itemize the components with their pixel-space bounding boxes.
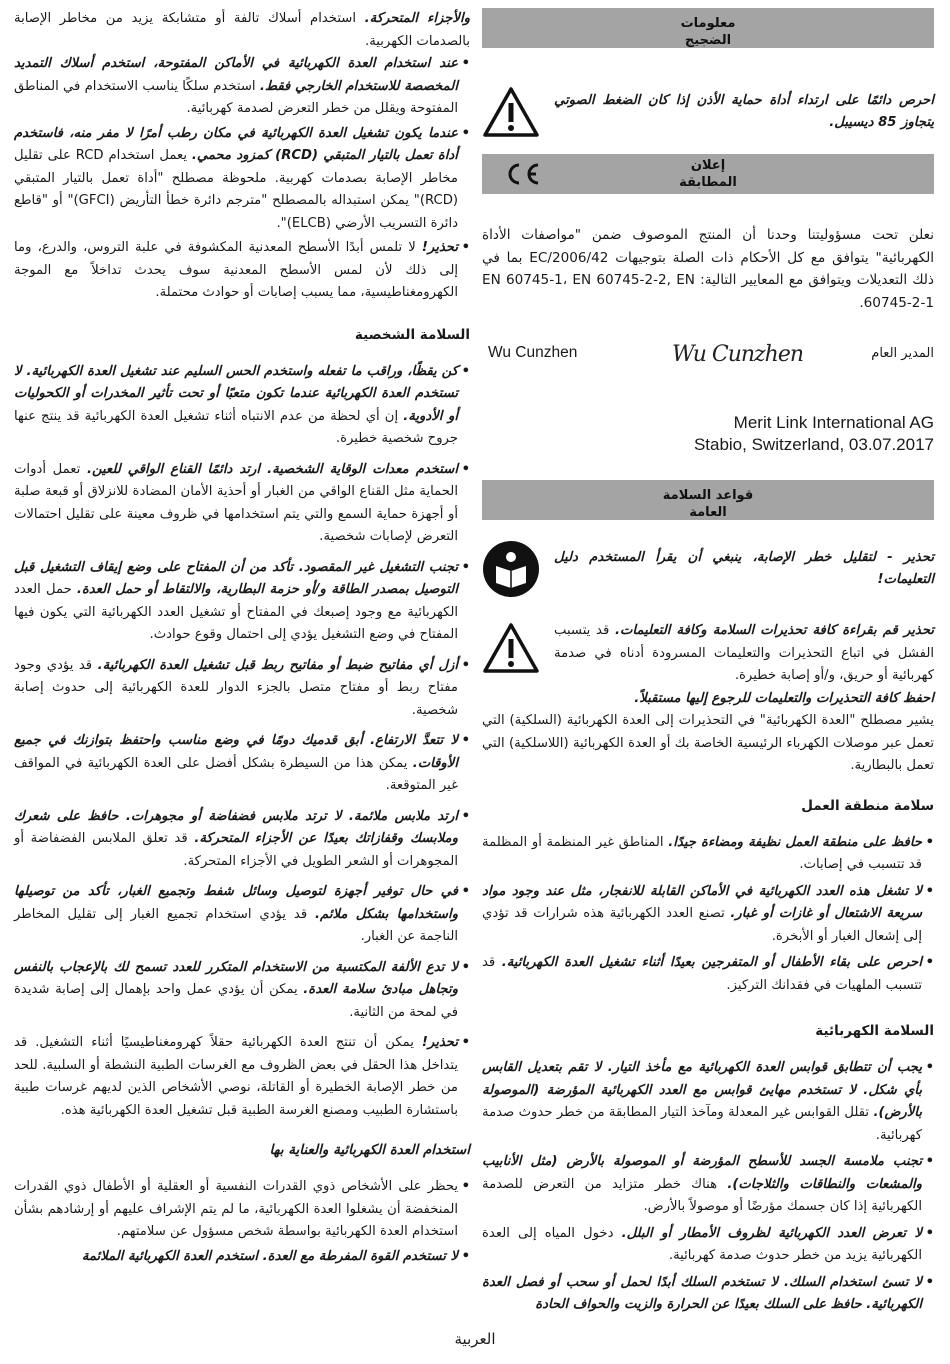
bullet-bold: احرص على بقاء الأطفال أو المتفرجين بعيدًا أثناء تشغيل العدة الكهربائية. bbox=[501, 955, 922, 970]
term-definition: يشير مصطلح "العدة الكهربائية" في التحذيرات إلى العدة الكهربائية (السلكية) التي تعمل عبر موصلات الكهرباء الرئيسية الخاصة بك أو العدة الكهربائية (اللاسلكية) التي تعمل بالبطارية. bbox=[482, 713, 934, 773]
tool-use-list bbox=[14, 1176, 470, 1268]
bullet-item bbox=[14, 1246, 470, 1269]
bullet-text: إن أي لحظة من عدم الانتباه أثناء تشغيل العدة الكهربائية قد ينتج عنها جروح شخصية خطيرة. bbox=[14, 408, 458, 446]
signer-name: Wu Cunzhen bbox=[488, 344, 578, 361]
bullet-item bbox=[14, 361, 470, 451]
read-warning-row bbox=[482, 620, 934, 688]
continued-paragraph bbox=[14, 8, 470, 53]
safety-rules-header-line: العامة bbox=[689, 505, 727, 520]
bullet-text: دخول المياه إلى العدة الكهربائية يزيد من خطر حدوث صدمة كهربائية. bbox=[482, 1225, 922, 1263]
bullet-bold: تجنب التشغيل غير المقصود. تأكد من أن المفتاح على وضع إيقاف التشغيل قبل التوصيل بمصدر الطاقة و/أو حزمة البطارية، والالتقاط أو حمل العدة. bbox=[14, 559, 458, 597]
tool-use-title: استخدام العدة الكهربائية والعناية بها bbox=[269, 1142, 470, 1158]
bullet-text: يحظر على الأشخاص ذوي القدرات النفسية أو العقلية أو الأطفال ذوي القدرات المنخفضة أن يشغلوا العدة الكهربائية، ما لم يتم الإشراف عليهم أو إرشادهم بشأن استخدام العدة الكهربائية بواسطة شخص مسؤول عن سلامتهم. bbox=[14, 1179, 458, 1239]
continued-text: استخدام أسلاك تالفة أو متشابكة يزيد من مخاطر الإصابة بالصدمات الكهربية. bbox=[14, 11, 470, 49]
bullet-bold: ارتد ملابس ملائمة. لا ترتد ملابس فضفاضة أو مجوهرات. حافظ على شعرك وملابسك وقفازاتك بعيدًا عن الأجزاء المتحركة. bbox=[14, 808, 458, 846]
bullet-item bbox=[14, 1032, 470, 1122]
bullet-item bbox=[14, 53, 470, 121]
electrical-cont-list bbox=[14, 53, 470, 305]
electrical-title: السلامة الكهربائية bbox=[815, 1023, 934, 1039]
ce-mark-icon bbox=[502, 162, 542, 186]
bullet-bold: كن يقظًا، وراقب ما تفعله واستخدم الحس السليم عند تشغيل العدة الكهربائية. لا تستخدم العدة الكهربائية عندما تكون متعبًا أو تحت تأثير المخدرات أو الكحوليات أو الأدوية. bbox=[14, 363, 458, 424]
bullet-bold: لا تتعدَّ الارتفاع. أبق قدميك دومًا في وضع مناسب واحتفظ بتوازنك في جميع الأوقات. bbox=[14, 733, 458, 771]
noise-warning-row bbox=[482, 86, 934, 138]
bullet-item bbox=[482, 1057, 934, 1147]
bullet-item bbox=[14, 459, 470, 549]
conformity-header bbox=[482, 154, 934, 194]
read-warning-text: قد يتسبب الفشل في اتباع التحذيرات والتعليمات المسرودة أدناه في صدمة كهربائية أو حريق، و/أو إصابة خطيرة. bbox=[554, 623, 934, 683]
bullet-text: حمل العدد الكهربائية مع وجود إصبعك في المفتاح أو تشغيل العدد الكهربائية التي يكون فيها المفتاح في وضع التشغيل يؤدي إلى احتمال وقوع حوادث. bbox=[14, 582, 458, 642]
bullet-item bbox=[14, 957, 470, 1025]
bullet-text: المناطق غير المنظمة أو المظلمة قد تتسبب في إصابات. bbox=[482, 834, 922, 872]
bullet-text: يمكن هذا من السيطرة بشكل أفضل على العدة الكهربائية في المواقف غير المتوقعة. bbox=[14, 755, 458, 793]
signer-title: المدير العام bbox=[871, 346, 934, 361]
place-date: Stabio, Switzerland, 03.07.2017 bbox=[693, 435, 934, 454]
bullet-item bbox=[482, 1272, 934, 1317]
safety-rules-header-line: قواعد السلامة bbox=[662, 488, 754, 503]
noise-warning-text: احرص دائمًا على ارتداء أداة حماية الأذن إذا كان الضغط الصوتي يتجاوز 85 ديسيبل. bbox=[554, 92, 934, 130]
continued-bold: والأجزاء المتحركة. bbox=[364, 11, 470, 26]
bullet-bold: لا تشغل هذه العدد الكهربائية في الأماكن القابلة للانفجار، مثل عند وجود مواد سريعة الاشتعال أو غازات أو غبار. bbox=[482, 883, 922, 921]
bullet-item bbox=[14, 881, 470, 949]
bullet-bold: في حال توفير أجهزة لتوصيل وسائل شفط وتجميع الغبار، تأكد من توصيلها واستخدامها بشكل ملائم. bbox=[14, 884, 458, 922]
bullet-text: تعمل أدوات الحماية مثل القناع الواقي من الغبار أو أحذية الأمان المضادة للانزلاق أو قبعة صلبة أو أجهزة حماية السمع والتي يتم استخدامها في ظروف معينة على تقليل احتمالات التعرض لإصابات شخصية. bbox=[14, 461, 458, 544]
bullet-text: تقلل القوابس غير المعدلة ومآخذ التيار المطابقة من خطر حدوث صدمة كهربائية. bbox=[482, 1105, 922, 1143]
warning-triangle-icon bbox=[482, 622, 540, 674]
bullet-bold: استخدم معدات الوقاية الشخصية. ارتد دائمًا القناع الواقي للعين. bbox=[86, 461, 458, 477]
bullet-item bbox=[482, 832, 934, 877]
noise-info-header-line: معلومات bbox=[680, 16, 736, 31]
bullet-bold: عند استخدام العدة الكهربائية في الأماكن المفتوحة، استخدم أسلاك التمديد المخصصة للاستخدام الخارجي فقط. bbox=[14, 56, 458, 94]
conformity-header-line: إعلان bbox=[690, 158, 726, 173]
read-warning-bold: تحذير قم بقراءة كافة تحذيرات السلامة وكافة التعليمات. bbox=[615, 623, 934, 638]
language-footer: العربية bbox=[454, 1330, 496, 1348]
bullet-text: يمكن أن يؤدي عمل واحد بإهمال إلى إصابة شديدة في لمحة من الثانية. bbox=[14, 982, 458, 1020]
personal-safety-list bbox=[14, 361, 470, 1123]
safety-rules-header bbox=[482, 480, 934, 520]
manual-warning-row bbox=[482, 540, 934, 598]
noise-info-header bbox=[482, 8, 934, 48]
bullet-text: يمكن أن تنتج العدة الكهربائية حقلاً كهرومغناطيسيًا أثناء التشغيل. قد يتداخل هذا الحقل في بعض الظروف مع الغرسات الطبية النشطة أو السلبية. للحد من خطر الإصابة الخطيرة أو القاتلة، نوصي الأشخاص الذين لديهم غرسات طبية باستشارة الطبيب ومصنع الغرسة الطبية قبل تشغيل العدة الكهربائية هذه. bbox=[14, 1035, 458, 1118]
signature-block bbox=[482, 342, 934, 402]
bullet-bold: لا تعرض العدد الكهربائية لظروف الأمطار أو البلل. bbox=[621, 1225, 923, 1241]
company-name: Merit Link International AG bbox=[733, 413, 934, 432]
bullet-item bbox=[482, 1223, 934, 1268]
bullet-bold: لا تدع الألفة المكتسبة من الاستخدام المتكرر للعدد تسمح لك بالإعجاب بالنفس وتجاهل مبادئ سلامة العدة. bbox=[14, 959, 458, 997]
bullet-text: قد يؤدي استخدام تجميع الغبار إلى تقليل المخاطر الناجمة عن الغبار. bbox=[14, 906, 458, 944]
bullet-item bbox=[14, 557, 470, 647]
read-manual-icon bbox=[482, 540, 540, 598]
bullet-bold: يجب أن تتطابق قوابس العدة الكهربائية مع مأخذ التيار. لا تقم بتعديل القابس بأي شكل. لا تستخدم مهايئ قوابس مع العدد الكهربائية المؤرضة (الموصولة بالأرض). bbox=[482, 1060, 922, 1120]
keep-instructions: احفظ كافة التحذيرات والتعليمات للرجوع إليها مستقبلاً. bbox=[634, 690, 934, 706]
warning-triangle-icon bbox=[482, 86, 540, 138]
bullet-text: هناك خطر متزايد من التعرض للصدمة الكهربائية إذا كان جسمك مؤرضًا أو موصولاً بالأرض. bbox=[482, 1176, 922, 1214]
read-warning-paragraph bbox=[554, 620, 934, 688]
bullet-text: يعمل استخدام RCD على تقليل مخاطر الإصابة بصدمات كهربية. ملحوظة مصطلح "أداة تعمل بالتيار المتبقي (RCD)" يمكن استبداله بالمصطلح "مترجم دائرة خطأ التأريض (GFCI)" أو "قاطع دائرة التسريب الأرضي (ELCB)". bbox=[14, 148, 459, 231]
signature: Wu Cunzhen bbox=[672, 342, 804, 367]
right-column bbox=[482, 8, 934, 1317]
bullet-bold: تحذير! bbox=[421, 1035, 458, 1050]
bullet-bold: حافظ على منطقة العمل نظيفة ومضاءة جيدًا. bbox=[668, 834, 922, 850]
electrical-list bbox=[482, 1057, 934, 1317]
bullet-item bbox=[14, 730, 470, 798]
bullet-bold: لا تسئ استخدام السلك. لا تستخدم السلك أبدًا لحمل أو سحب أو فصل العدة الكهربائية. حافظ على السلك بعيدًا عن الحرارة والزيت والحواف الحادة bbox=[482, 1274, 922, 1312]
bullet-item bbox=[482, 881, 934, 949]
bullet-bold: لا تستخدم القوة المفرطة مع العدة. استخدم العدة الكهربائية الملائمة bbox=[81, 1248, 458, 1264]
bullet-bold: تحذير! bbox=[421, 240, 458, 255]
work-area-title: سلامة منطقة العمل bbox=[801, 797, 934, 814]
personal-safety-title: السلامة الشخصية bbox=[354, 326, 470, 343]
bullet-text: قد يؤدي وجود مفتاح ربط أو مفتاح متصل بالجزء الدوار للعدة الكهربائية إلى حدوث إصابة شخصية. bbox=[14, 657, 458, 718]
work-area-list bbox=[482, 832, 934, 998]
manual-warning-text: تحذير - لتقليل خطر الإصابة، ينبغي أن يقرأ المستخدم دليل التعليمات! bbox=[554, 549, 934, 587]
bullet-text: استخدم سلكًا يناسب الاستخدام في المناطق المفتوحة ويقلل من خطر التعرض لصدمة كهربائية. bbox=[14, 78, 458, 116]
bullet-text: تصنع العدد الكهربائية هذه شرارات قد تؤدي إلى إشعال الغبار أو الأبخرة. bbox=[482, 906, 922, 944]
bullet-text: لا تلمس أبدًا الأسطح المعدنية المكشوفة في علبة التروس، والدرع، وما إلى ذلك لأن لمس الأسطح المعدنية سوف يحدث تداخلاً مع الموجة الكهرومغناطيسية، مما يسبب إصابات أو حوادث محتملة. bbox=[14, 240, 458, 300]
bullet-text: قد تعلق الملابس الفضفاضة أو المجوهرات أو الشعر الطويل في الأجزاء المتحركة. bbox=[14, 831, 458, 869]
conformity-text: نعلن تحت مسؤوليتنا وحدنا أن المنتج الموصوف ضمن "مواصفات الأداة الكهربائية" يتوافق مع كل الأحكام ذات الصلة بتوجيهات 2006/42/EC بما في ذلك التعديلات ويتوافق مع المعايير التالية: EN 60745-1، EN 60745-2-2, EN 60745-2-1. bbox=[482, 227, 935, 311]
bullet-bold: تجنب ملامسة الجسد للأسطح المؤرضة أو الموصولة بالأرض (مثل الأنابيب والمشعات والنطاقات والثلاجات). bbox=[482, 1154, 922, 1192]
noise-info-header-line: الضجيج bbox=[684, 33, 732, 48]
bullet-item bbox=[14, 655, 470, 723]
bullet-item bbox=[14, 806, 470, 874]
bullet-item bbox=[482, 952, 934, 997]
bullet-item bbox=[14, 1176, 470, 1244]
bullet-bold: عندما يكون تشغيل العدة الكهربائية في مكان رطب أمرًا لا مفر منه، فاستخدم أداة تعمل بالتيار المتبقي (RCD) كمزود محمي. bbox=[14, 125, 458, 163]
bullet-item bbox=[14, 237, 470, 305]
bullet-item bbox=[482, 1151, 934, 1219]
bullet-text: قد تتسبب الملهيات في فقدانك التركيز. bbox=[482, 955, 922, 993]
left-column bbox=[14, 8, 470, 1268]
bullet-item bbox=[14, 123, 470, 236]
company-block bbox=[482, 412, 934, 456]
conformity-header-line: المطابقة bbox=[679, 175, 737, 190]
bullet-bold: أزل أي مفاتيح ضبط أو مفاتيح ربط قبل تشغيل العدة الكهربائية. bbox=[97, 657, 458, 673]
